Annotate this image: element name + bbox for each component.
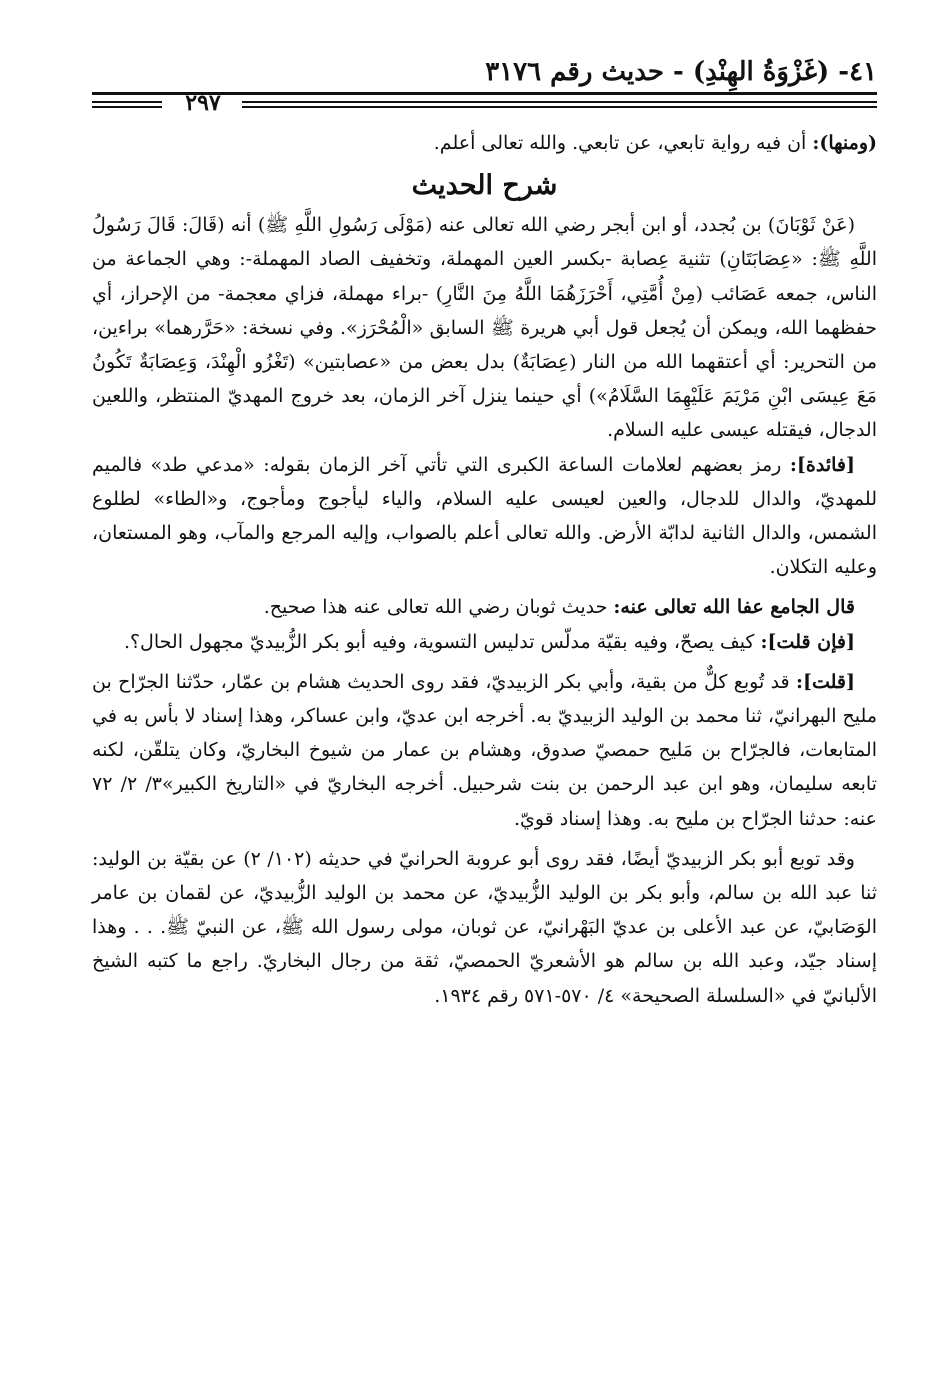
answer-text: قد تُوبع كلٌّ من بقية، وأبي بكر الزبيديّ، فقد روى الحديث هشام بن عمّار، حدّثنا الجرّاح بن مليح البهرانيّ، ثنا محمد بن الوليد الزبيديّ به. أخرجه ابن عديّ، وابن عساكر، وهذا إسناد لا بأس به في المتابعات، فالجرّاح بن مَليح حمصيّ صدوق، وهشام بن عمار من شيوخ البخاريّ، وكان يتلقّن، لكنه تابعه سليمان، وهو ابن عبد الرحمن بن بنت شرحبيل. أخرجه البخاريّ في «التاريخ الكبير»٣/ ٢/ ٧٢ عنه: حدثنا الجرّاح بن مليح به. وهذا إسناد قويّ. [92, 670, 877, 830]
page-header [92, 52, 877, 114]
left-double-rule [92, 101, 162, 108]
question-text: كيف يصحّ، وفيه بقيّة مدلّس تدليس التسوية، وفيه أبو بكر الزُّبيديّ مجهول الحال؟. [123, 630, 755, 653]
faida-label: [فائدة]: [789, 453, 855, 476]
sharh-paragraph: (عَنْ ثَوْبَانَ) بن بُجدد، أو ابن أبجر رضي الله تعالى عنه (مَوْلَى رَسُولِ اللَّهِ ﷺ) أنه (قَالَ: قَالَ رَسُولُ اللَّهِ ﷺ: «عِصَابَتَانِ) تثنية عِصابة -بكسر العين المهملة، وتخفيف الصاد المهملة-: وهي الجماعة من الناس، جمعه عَصَائب (مِنْ أُمَّتِي، أَحْرَزَهُمَا اللَّهُ مِنَ النَّارِ) -براء مهملة، فزاي معجمة- من الإحراز، أي حفظهما الله، ويمكن أن يُجعل قول أبي هريرة ﷺ السابق «الْمُحْرَز». وفي نسخة: «حَرَّرهما» براءين، من التحرير: أي أعتقهما الله من النار (عِصَابَةٌ) بدل بعض من «عصابتين» (تَغْزُو الْهِنْدَ، وَعِصَابَةٌ تَكُونُ مَعَ عِيسَى ابْنِ مَرْيَمَ عَلَيْهِمَا السَّلَامُ») أي حينما ينزل آخر الزمان، بعد خروج المهديّ المنتظر، واللعين الدجال، فيقتله عيسى عليه السلام. [92, 214, 877, 442]
right-double-rule [242, 101, 877, 108]
answer-label: [قلت]: [795, 670, 855, 693]
question-paragraph [92, 625, 877, 659]
page-body [92, 126, 877, 1013]
faida-paragraph [92, 448, 877, 585]
header-rule-row [92, 90, 877, 116]
jami-label: قال الجامع عفا الله تعالى عنه: [613, 596, 855, 619]
question-label: [فإن قلت]: [760, 630, 855, 653]
page-number: ٢٩٧ [185, 90, 221, 116]
jami-text: حديث ثوبان رضي الله تعالى عنه هذا صحيح. [263, 596, 608, 619]
intro-paragraph [92, 126, 877, 160]
intro-text: أن فيه رواية تابعي، عن تابعي. والله تعالى أعلم. [433, 132, 807, 154]
answer-paragraph [92, 665, 877, 836]
section-heading: شرح الحديث [411, 170, 558, 202]
final-paragraph: وقد توبع أبو بكر الزبيديّ أيضًا، فقد روى أبو عروبة الحرانيّ في حديثه (١٠٢/ ٢) عن بقيّة بن الوليد: ثنا عبد الله بن سالم، وأبو بكر بن الوليد الزُّبيديّ، عن محمد بن الوليد الزُّبيديّ، عن لقمان بن عامر الوَصَابيّ، عن عبد الأعلى بن عديّ البَهْرانيّ، عن ثوبان، مولى رسول الله ﷺ، عن النبيّ ﷺ. . . وهذا إسناد جيّد، وعبد الله بن سالم هو الأشعريّ الحمصيّ، ثقة من رجال البخاريّ. راجع ما كتبه الشيخ الألبانيّ في «السلسلة الصحيحة» ٤/ ٥٧٠-٥٧١ رقم ١٩٣٤. [92, 847, 878, 1007]
running-title: ٤١- (غَزْوَةُ الهِنْدِ) - حديث رقم ٣١٧٦ [485, 57, 877, 87]
jami-paragraph [92, 590, 877, 624]
faida-text: رمز بعضهم لعلامات الساعة الكبرى التي تأتي آخر الزمان بقوله: «مدعي طد» فالميم للمهديّ، والدال للدجال، والعين لعيسى عليه السلام، والياء ليأجوج ومأجوج، و«الطاء» لطلوع الشمس، والدال الثانية لدابّة الأرض. والله تعالى أعلم بالصواب، وإليه المرجع والمآب، وهو المستعان، وعليه التكلان. [92, 453, 877, 579]
intro-label: (ومنها): [812, 132, 877, 154]
